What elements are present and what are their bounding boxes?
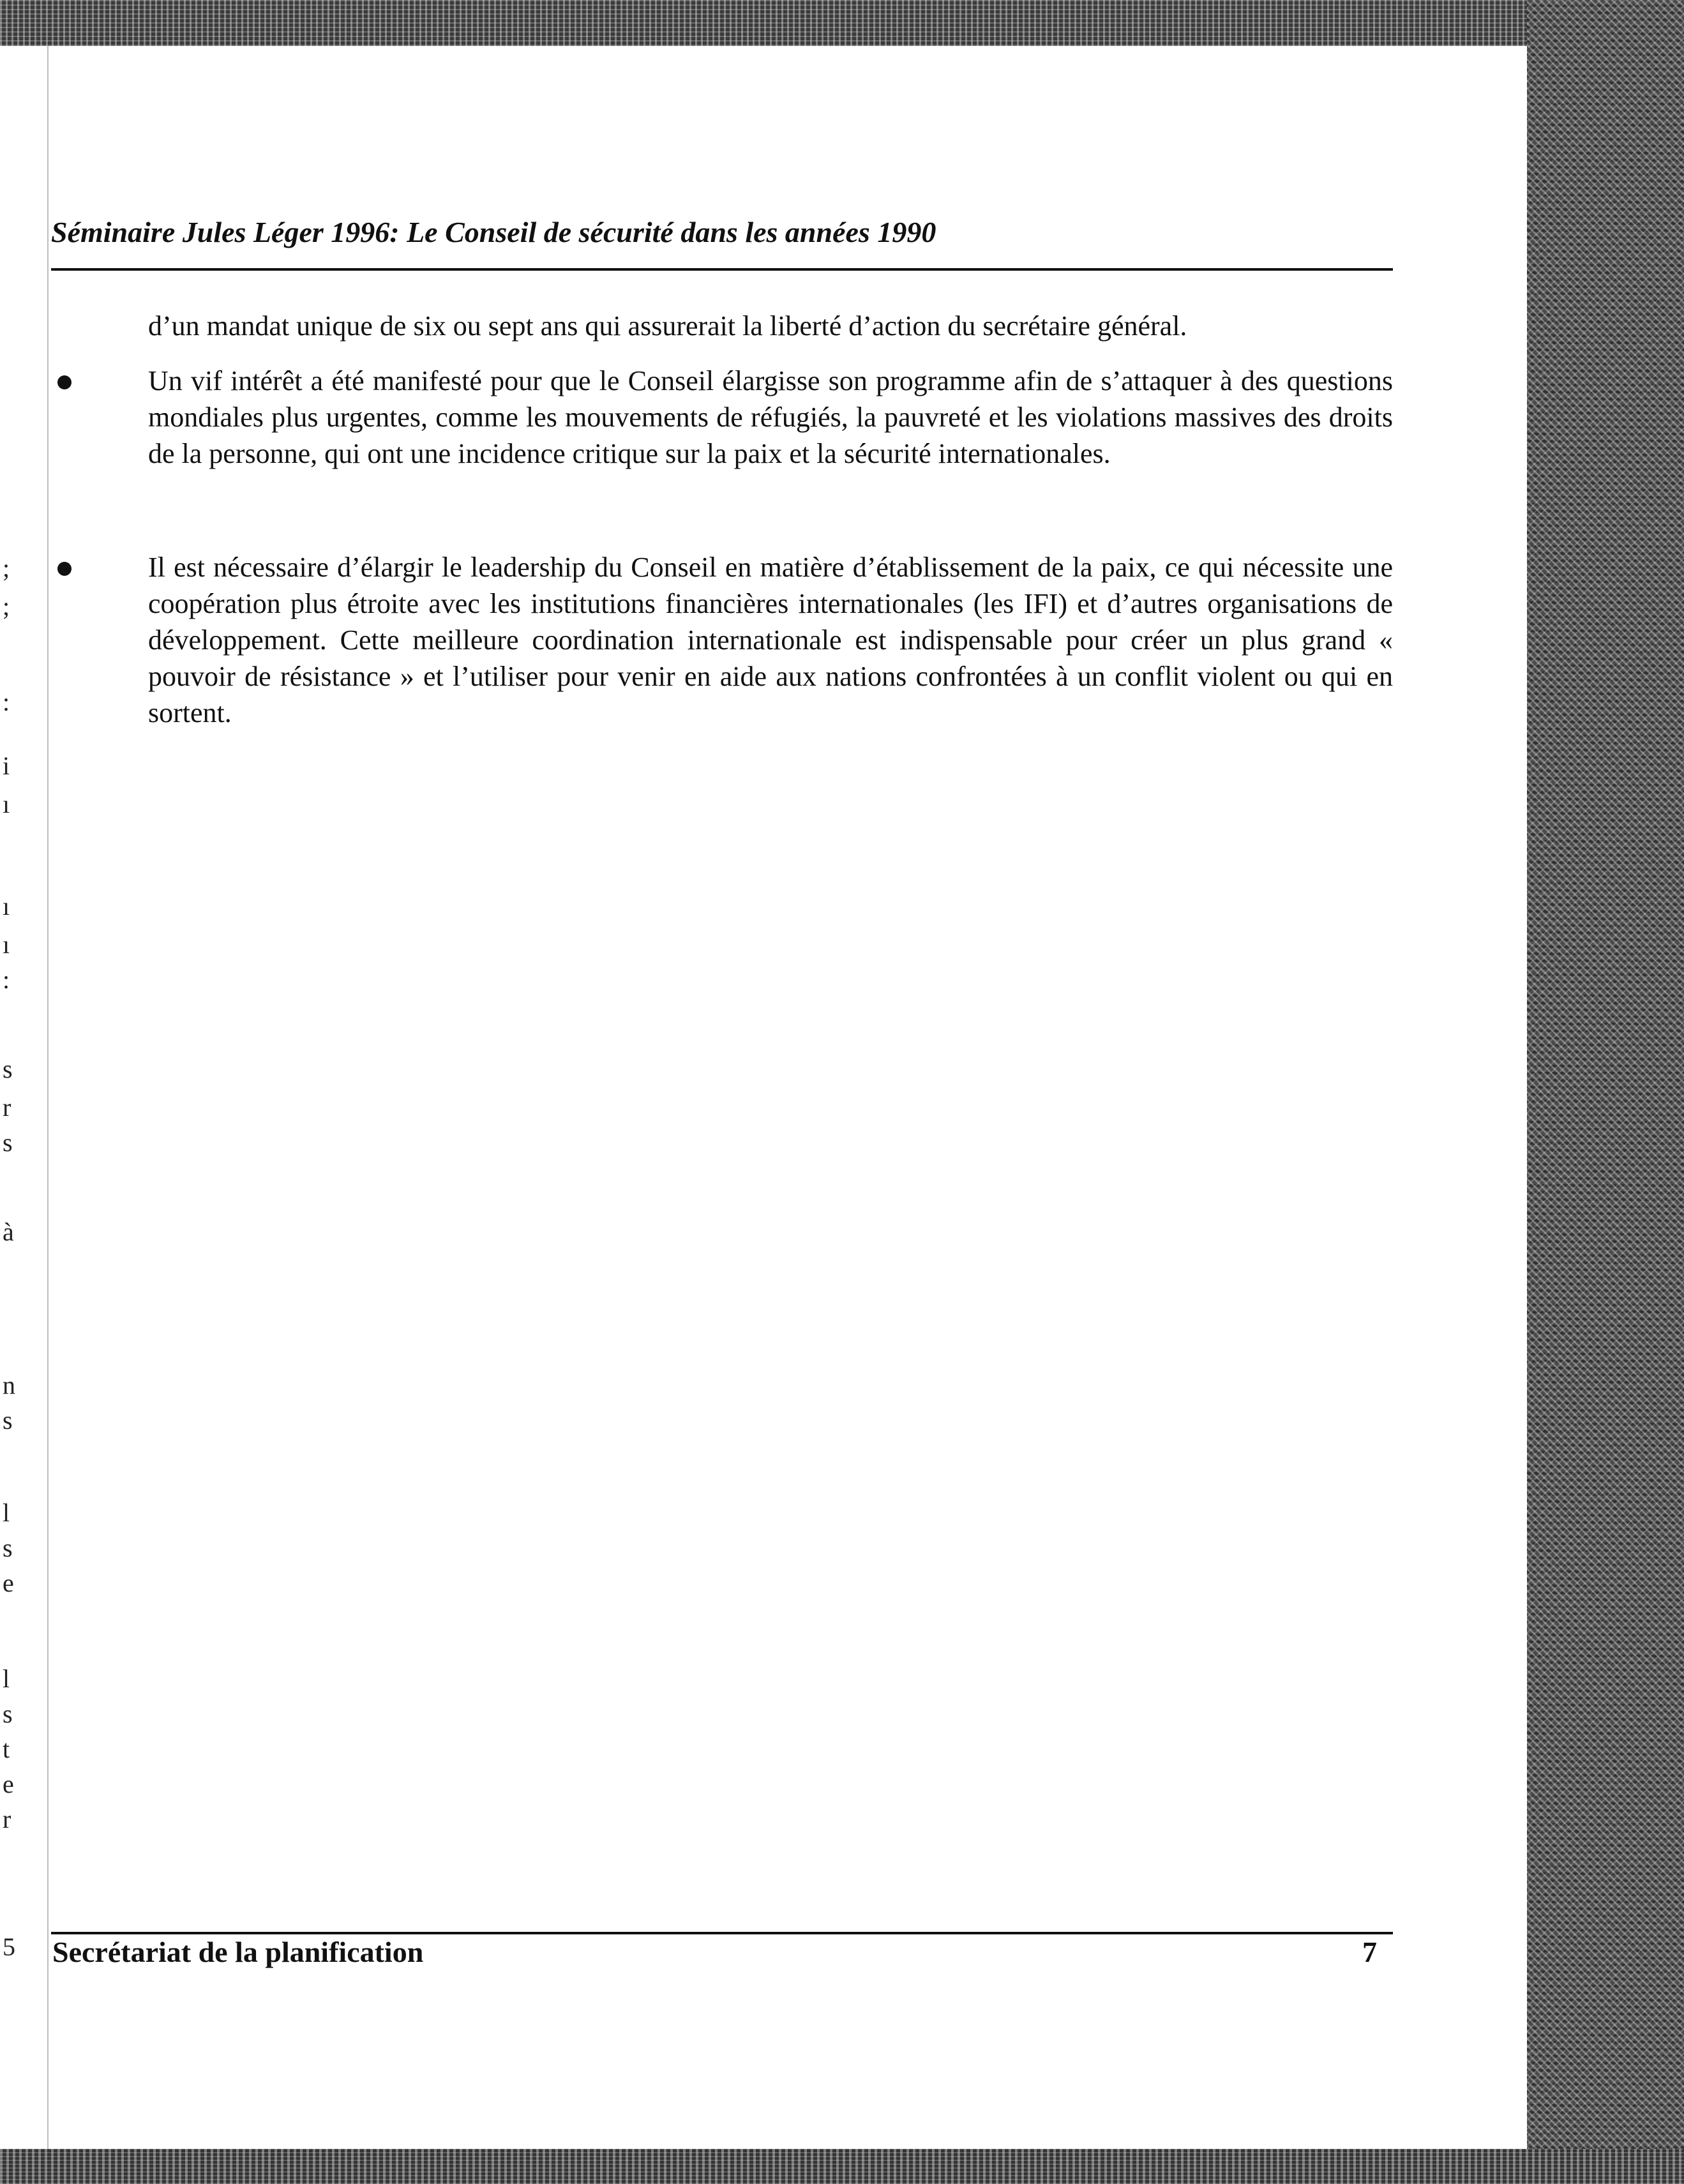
margin-fragment: ;	[3, 592, 10, 621]
margin-fragment: r	[3, 1093, 11, 1122]
header-divider	[51, 268, 1393, 271]
margin-fragment: à	[3, 1217, 14, 1246]
margin-fragment: s	[3, 1699, 13, 1728]
margin-fragment: s	[3, 1406, 13, 1435]
bullet-icon	[57, 375, 71, 389]
page-binding-edge	[47, 46, 49, 2149]
page-number: 7	[1362, 1936, 1377, 1968]
bullet-icon	[57, 562, 71, 576]
bullet-paragraph-2: Il est nécessaire d’élargir le leadership du Conseil en matière d’établissement de la paix, ce qui nécessite une coopération plus étroite avec les institutions financières internationales (les IFI) et d’autres organisations de développement. Cette meilleure coordination internationale est indispensable pour créer un plus grand « pouvoir de résistance » et l’utiliser pour venir en aide aux nations confrontées à un conflit violent ou qui en sortent.	[148, 552, 1393, 728]
margin-fragment: t	[3, 1735, 10, 1763]
scan-border-bottom	[0, 2149, 1684, 2184]
margin-fragment: ;	[3, 554, 10, 582]
margin-fragment: ı	[3, 892, 10, 921]
margin-fragment: :	[3, 688, 10, 716]
running-header-title: Séminaire Jules Léger 1996: Le Conseil de sécurité dans les années 1990	[51, 216, 936, 248]
margin-fragment: s	[3, 1533, 13, 1562]
margin-fragment: l	[3, 1498, 10, 1527]
margin-fragment: l	[3, 1664, 10, 1693]
footer-organization: Secrétariat de la planification	[52, 1936, 424, 1968]
margin-fragment: s	[3, 1128, 13, 1157]
margin-fragment: ı	[3, 930, 10, 959]
continuation-paragraph: d’un mandat unique de six ou sept ans qui assurerait la liberté d’action du secrétaire général.	[148, 310, 1187, 342]
margin-fragment: n	[3, 1371, 15, 1399]
margin-fragment: r	[3, 1805, 11, 1834]
margin-fragment: s	[3, 1055, 13, 1083]
margin-fragment: ı	[3, 790, 10, 818]
margin-fragment: i	[3, 751, 10, 780]
scan-border-right	[1527, 0, 1684, 2184]
bullet-paragraph-1: Un vif intérêt a été manifesté pour que le Conseil élargisse son programme afin de s’attaquer à des questions mondiales plus urgentes, comme les mouvements de réfugiés, la pauvreté et les violations massives des droits de la personne, qui ont une incidence critique sur la paix et la sécurité internationales.	[148, 365, 1393, 469]
adjacent-page-fragments	[0, 0, 26, 2184]
margin-fragment: e	[3, 1569, 14, 1597]
margin-fragment: e	[3, 1770, 14, 1798]
margin-fragment: :	[3, 965, 10, 994]
scan-border-top	[0, 0, 1684, 46]
margin-fragment: 5	[3, 1932, 15, 1961]
